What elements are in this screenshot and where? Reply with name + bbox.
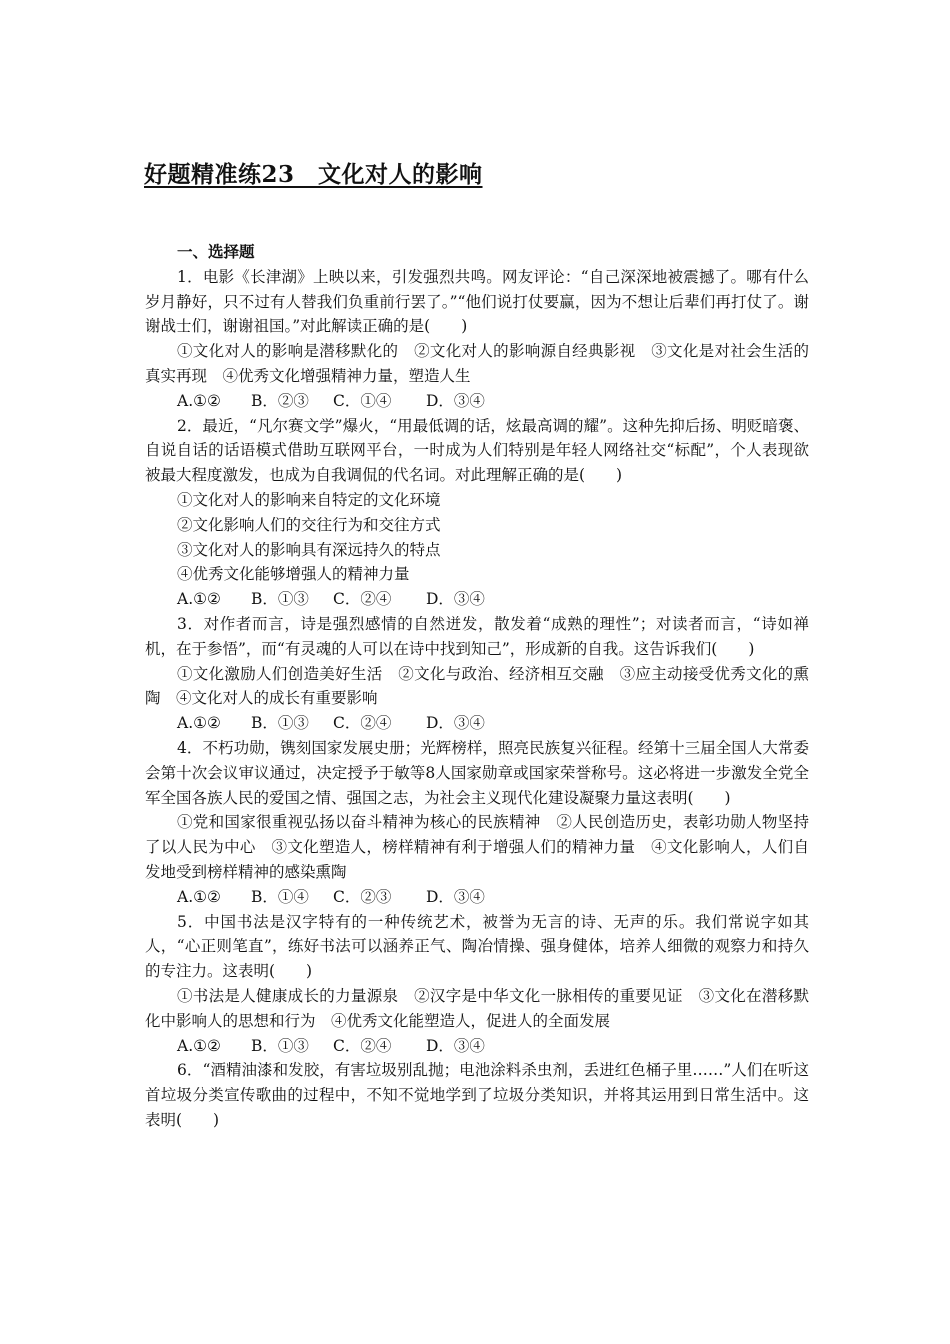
question-statement: ①文化对人的影响来自特定的文化环境 [177, 490, 441, 509]
question-statement: ③文化对人的影响具有深远持久的特点 [177, 540, 441, 559]
question-1 [145, 265, 809, 414]
option-b: B．②③ [251, 391, 309, 410]
option-d: D．③④ [426, 887, 485, 906]
question-list [145, 240, 809, 1133]
option-a: A.①② [177, 714, 221, 733]
option-d: D．③④ [426, 391, 485, 410]
question-statement: ④优秀文化能够增强人的精神力量 [177, 565, 410, 584]
question-6 [145, 1058, 809, 1132]
question-statement: ①书法是人健康成长的力量源泉 ②汉字是中华文化一脉相传的重要见证 ③文化在潜移默化中影响人的思想和行为 ④优秀文化能塑造人，促进人的全面发展 [145, 986, 809, 1030]
question-stem: 5．中国书法是汉字特有的一种传统艺术，被誉为无言的诗、无声的乐。我们常说字如其人，“心正则笔直”，练好书法可以涵养正气、陶冶情操、强身健体，培养人细微的观察力和持久的专注力。这表明( ) [145, 912, 809, 981]
question-5 [145, 910, 809, 1059]
question-3 [145, 612, 809, 736]
question-4 [145, 736, 809, 910]
option-a: A.①② [177, 887, 221, 906]
option-a: A.①② [177, 590, 221, 609]
question-statement: ①文化激励人们创造美好生活 ②文化与政治、经济相互交融 ③应主动接受优秀文化的熏陶 ④文化对人的成长有重要影响 [145, 664, 809, 708]
question-statement: ①党和国家很重视弘扬以奋斗精神为核心的民族精神 ②人民创造历史，表彰功勋人物坚持了以人民为中心 ③文化塑造人，榜样精神有利于增强人们的精神力量 ④文化影响人，人们自发地受到榜样精神的感染熏陶 [145, 813, 809, 881]
option-b: B．①③ [251, 714, 309, 733]
option-b: B．①③ [251, 1036, 309, 1055]
answer-options [145, 885, 809, 910]
question-stem: 6．“酒精油漆和发胶，有害垃圾别乱抛；电池涂料杀虫剂，丢进红色桶子里……”人们在听这首垃圾分类宣传歌曲的过程中，不知不觉地学到了垃圾分类知识，并将其运用到日常生活中。这表明( ) [145, 1061, 809, 1129]
option-b: B．①④ [251, 887, 309, 906]
answer-options [145, 389, 809, 414]
option-d: D．③④ [426, 590, 485, 609]
question-stem: 4．不朽功勋，镌刻国家发展史册；光辉榜样，照亮民族复兴征程。经第十三届全国人大常委会第十次会议审议通过，决定授予于敏等8人国家勋章或国家荣誉称号。这必将进一步激发全党全军全国各族人民的爱国之情、强国之志，为社会主义现代化建设凝聚力量这表明( ) [145, 738, 809, 807]
question-stem: 2．最近，“凡尔赛文学”爆火，“用最低调的话，炫最高调的耀”。这种先抑后扬、明贬暗褒、自说自话的话语模式借助互联网平台，一时成为人们特别是年轻人网络社交“标配”，个人表现欲被最大程度激发，也成为自我调侃的代名词。对此理解正确的是( ) [145, 416, 809, 485]
section-heading: 一、选择题 [177, 242, 255, 261]
question-stem: 3．对作者而言，诗是强烈感情的自然迸发，散发着“成熟的理性”；对读者而言，“诗如禅机，在于参悟”，而“有灵魂的人可以在诗中找到知己”，形成新的自我。这告诉我们( ) [145, 614, 809, 658]
option-c: C．①④ [333, 391, 392, 410]
option-c: C．②③ [333, 887, 392, 906]
option-c: C．②④ [333, 590, 392, 609]
question-statement: ②文化影响人们的交往行为和交往方式 [177, 515, 441, 534]
option-c: C．②④ [333, 1036, 392, 1055]
option-a: A.①② [177, 1036, 221, 1055]
option-b: B．①③ [251, 590, 309, 609]
answer-options [145, 711, 809, 736]
answer-options [145, 1034, 809, 1059]
question-statement: ①文化对人的影响是潜移默化的 ②文化对人的影响源自经典影视 ③文化是对社会生活的真实再现 ④优秀文化增强精神力量，塑造人生 [145, 342, 809, 385]
option-d: D．③④ [426, 1036, 485, 1055]
question-2 [145, 414, 809, 612]
question-stem: 1．电影《长津湖》上映以来，引发强烈共鸣。网友评论：“自己深深地被震撼了。哪有什么岁月静好，只不过有人替我们负重前行罢了。”“他们说打仗要赢，因为不想让后辈们再打仗了。谢谢战士们，谢谢祖国。”对此解读正确的是( ) [145, 267, 809, 336]
page-title: 好题精准练23 文化对人的影响 [144, 161, 483, 188]
option-a: A.①② [177, 391, 221, 410]
answer-options [145, 587, 809, 612]
option-c: C．②④ [333, 714, 392, 733]
option-d: D．③④ [426, 714, 485, 733]
